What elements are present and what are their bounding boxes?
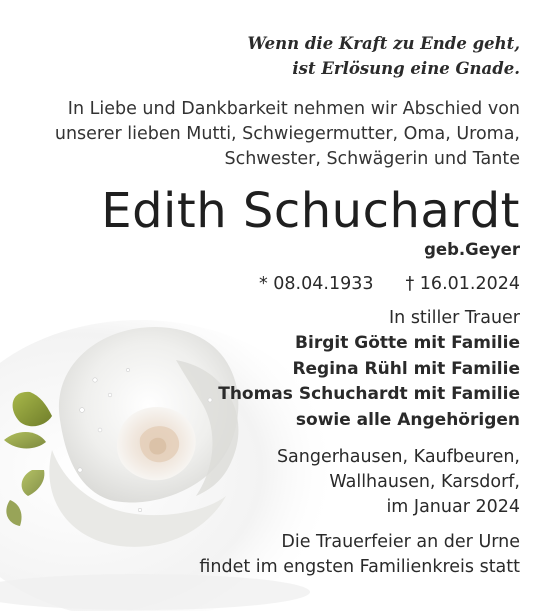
mourners bbox=[20, 306, 520, 433]
place-line-2: Wallhausen, Karsdorf, bbox=[329, 472, 520, 492]
quote bbox=[20, 31, 520, 81]
mourner-family: Regina Rühl mit Familie bbox=[292, 358, 520, 379]
intro-line-2: unserer lieben Mutti, Schwiegermutter, Oma, Uroma, bbox=[54, 124, 520, 144]
death-date: † 16.01.2024 bbox=[405, 274, 520, 294]
mourner-family: Birgit Götte mit Familie bbox=[295, 333, 520, 353]
birth-date: * 08.04.1933 bbox=[258, 274, 374, 294]
ceremony-info bbox=[20, 530, 520, 580]
mourners-lead: In stiller Trauer bbox=[389, 308, 520, 328]
deceased-name: Edith Schuchardt bbox=[101, 183, 520, 239]
ceremony-line-2: findet im engsten Familienkreis statt bbox=[199, 557, 520, 577]
quote-line-1: Wenn die Kraft zu Ende geht, bbox=[247, 34, 520, 53]
mourner-family: sowie alle Angehörigen bbox=[295, 409, 520, 430]
place-line-3: im Januar 2024 bbox=[386, 497, 520, 517]
mourner-family: Thomas Schuchardt mit Familie bbox=[218, 384, 520, 404]
quote-line-2: ist Erlösung eine Gnade. bbox=[292, 59, 520, 78]
ceremony-line-1: Die Trauerfeier an der Urne bbox=[281, 532, 520, 552]
intro-text bbox=[20, 97, 520, 172]
place-and-date bbox=[20, 445, 520, 520]
intro-line-1: In Liebe und Dankbarkeit nehmen wir Abschied von bbox=[67, 99, 520, 119]
life-dates bbox=[20, 272, 520, 296]
maiden-name: geb.Geyer bbox=[424, 240, 520, 259]
intro-line-3: Schwester, Schwägerin und Tante bbox=[224, 149, 520, 169]
notice-text bbox=[20, 0, 520, 580]
place-line-1: Sangerhausen, Kaufbeuren, bbox=[276, 447, 520, 467]
